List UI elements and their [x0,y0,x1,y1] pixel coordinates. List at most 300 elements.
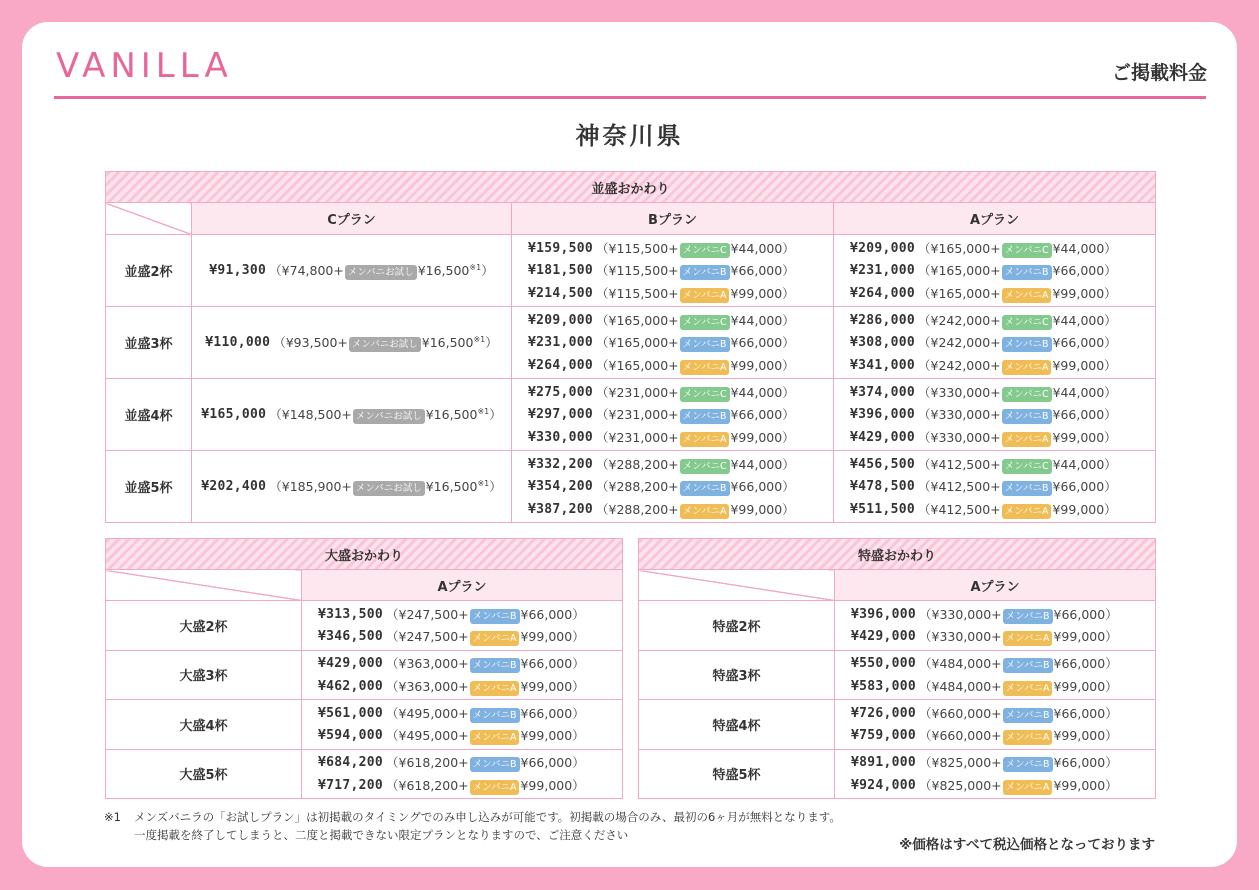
a-plan-cell [835,601,1156,651]
table-row [106,700,623,750]
price-line [318,675,622,698]
plan-badge: メンバニお試し [345,265,417,280]
price-total: ¥684,200 [318,755,384,770]
price-total: ¥209,000 [528,312,594,328]
breakdown-addon: ¥66,000） [1053,656,1118,671]
price-breakdown [918,455,1117,474]
header-divider [54,96,1206,99]
price-breakdown [269,477,501,496]
price-breakdown [918,333,1117,352]
footnote-line-2: 一度掲載を終了してしまうと、二度と掲載できない限定プランとなりますので、ご注意ください [134,828,629,842]
plan-badge: メンバニC [1002,459,1052,474]
price-breakdown [386,704,585,723]
c-plan-cell [192,235,512,307]
plan-badge: メンバニC [680,387,730,402]
price-total: ¥330,000 [528,429,594,445]
b-plan-cell [512,307,834,379]
corner-cell [639,570,835,601]
breakdown-base: （¥363,000+ [386,678,469,694]
price-total: ¥891,000 [851,755,917,770]
price-total: ¥511,500 [850,501,916,517]
breakdown-base: （¥330,000+ [919,629,1002,644]
plan-badge: メンバニC [680,243,730,258]
breakdown-addon: ¥16,500 [425,479,478,494]
breakdown-addon: ¥66,000） [1052,263,1117,278]
breakdown-base: （¥330,000+ [918,407,1001,422]
price-breakdown [386,726,585,745]
row-label: 特盛2杯 [639,601,835,651]
breakdown-base: （¥115,500+ [596,240,679,256]
breakdown-addon: ¥66,000） [520,755,585,770]
price-total: ¥202,400 [201,479,267,494]
price-total: ¥110,000 [205,335,271,350]
price-breakdown [918,383,1117,402]
row-label: 特盛4杯 [639,700,835,750]
plan-badge: メンバニA [680,504,730,519]
price-line [851,675,1155,698]
price-breakdown [596,428,795,447]
row-label: 大盛4杯 [106,700,302,750]
price-line [850,354,1155,377]
plan-badge: メンバニB [1003,708,1053,723]
namimori-section-title: 並盛おかわり [106,172,1156,203]
price-total: ¥181,500 [528,263,594,278]
breakdown-base: （¥330,000+ [919,606,1002,622]
plan-badge: メンバニB [680,265,730,280]
a-plan-cell [834,307,1156,379]
price-breakdown [596,261,795,280]
breakdown-base: （¥412,500+ [918,501,1001,517]
price-breakdown [919,776,1118,795]
plan-badge: メンバニB [680,481,730,496]
plan-badge: メンバニB [470,658,520,673]
breakdown-base: （¥330,000+ [918,384,1001,400]
breakdown-base: （¥288,200+ [596,456,679,472]
breakdown-addon: ¥99,000） [520,777,585,793]
plan-badge: メンバニB [1002,409,1052,424]
price-total: ¥726,000 [851,705,917,721]
price-breakdown [269,261,494,280]
table-row [639,650,1156,700]
footnote [104,808,841,844]
footnote-line-1: メンズバニラの「お試しプラン」は初掲載のタイミングでのみ申し込みが可能です。初掲載の場合のみ、最初の6ヶ月が無料となります。 [134,810,841,824]
breakdown-base: （¥165,000+ [596,335,679,350]
breakdown-addon: ¥66,000） [520,656,585,671]
plan-badge: メンバニB [1002,337,1052,352]
plan-badge: メンバニC [1002,243,1052,258]
breakdown-base: （¥247,500+ [386,606,469,622]
col-header-a-plan: Aプラン [834,203,1156,235]
plan-badge: メンバニA [470,780,520,795]
breakdown-addon: ¥66,000） [730,335,795,350]
breakdown-close: ） [485,335,498,350]
breakdown-addon: ¥99,000） [1053,777,1118,793]
region-title: 神奈川県 [575,122,684,150]
breakdown-base: （¥242,000+ [918,312,1001,328]
price-total: ¥159,500 [528,240,594,256]
plan-badge: メンバニA [680,360,730,375]
price-breakdown [918,261,1117,280]
row-label: 並盛3杯 [106,307,192,379]
breakdown-base: （¥825,000+ [919,755,1002,770]
price-line [850,381,1155,404]
price-total: ¥456,500 [850,456,916,472]
b-plan-cell [512,451,834,523]
breakdown-addon: ¥66,000） [1052,407,1117,422]
c-plan-cell [192,307,512,379]
plan-badge: メンバニB [1002,265,1052,280]
price-total: ¥214,500 [528,285,594,301]
price-line [192,403,511,426]
price-breakdown [918,428,1117,447]
price-total: ¥429,000 [850,429,916,445]
price-total: ¥583,000 [851,678,917,694]
price-total: ¥717,200 [318,777,384,793]
price-breakdown [919,726,1118,745]
plan-badge: メンバニB [680,337,730,352]
breakdown-base: （¥165,000+ [918,240,1001,256]
breakdown-addon: ¥99,000） [730,357,795,373]
footnote-mark: ※1 [104,810,121,824]
a-plan-cell [302,650,623,700]
breakdown-base: （¥484,000+ [919,678,1002,694]
breakdown-addon: ¥16,500 [425,407,478,422]
b-plan-cell [512,235,834,307]
price-line [850,426,1155,449]
price-total: ¥91,300 [209,263,267,278]
breakdown-addon: ¥99,000） [1053,728,1118,743]
price-breakdown [386,776,585,795]
price-line [318,603,622,626]
plan-badge: メンバニC [680,315,730,330]
breakdown-addon: ¥99,000） [520,728,585,743]
price-total: ¥165,000 [201,407,267,422]
breakdown-base: （¥165,000+ [918,285,1001,301]
breakdown-addon: ¥99,000） [1052,429,1117,445]
price-breakdown [596,333,795,352]
breakdown-base: （¥288,200+ [596,501,679,517]
price-line [528,282,833,305]
corner-cell [106,570,302,601]
breakdown-addon: ¥99,000） [730,501,795,517]
price-line [192,475,511,498]
plan-badge: メンバニB [680,409,730,424]
breakdown-base: （¥825,000+ [919,777,1002,793]
breakdown-base: （¥115,500+ [596,263,679,278]
price-total: ¥308,000 [850,335,916,350]
plan-badge: メンバニA [1003,681,1053,696]
breakdown-base: （¥484,000+ [919,656,1002,671]
price-total: ¥264,000 [850,285,916,301]
price-total: ¥275,000 [528,384,594,400]
breakdown-addon: ¥44,000） [730,384,795,400]
table-row [639,601,1156,651]
table-row [639,749,1156,799]
plan-badge: メンバニC [680,459,730,474]
breakdown-base: （¥495,000+ [386,705,469,721]
row-label: 特盛5杯 [639,749,835,799]
price-breakdown [919,704,1118,723]
breakdown-addon: ¥99,000） [730,429,795,445]
price-line [851,724,1155,747]
price-line [851,652,1155,675]
plan-badge: メンバニA [1002,288,1052,303]
a-plan-cell [302,601,623,651]
price-total: ¥231,000 [850,263,916,278]
breakdown-base: （¥115,500+ [596,285,679,301]
breakdown-addon: ¥66,000） [730,407,795,422]
price-breakdown [596,356,795,375]
a-plan-cell [835,700,1156,750]
price-total: ¥332,200 [528,456,594,472]
breakdown-addon: ¥99,000） [730,285,795,301]
breakdown-base: （¥74,800+ [269,263,344,278]
breakdown-base: （¥412,500+ [918,456,1001,472]
price-total: ¥297,000 [528,407,594,422]
price-breakdown [919,677,1118,696]
a-plan-cell [302,700,623,750]
price-breakdown [919,654,1118,673]
row-label: 大盛3杯 [106,650,302,700]
col-header-b-plan: Bプラン [512,203,834,235]
breakdown-base: （¥185,900+ [269,479,352,494]
breakdown-addon: ¥99,000） [1053,678,1118,694]
price-total: ¥374,000 [850,384,916,400]
price-line [528,259,833,282]
price-line [528,426,833,449]
price-breakdown [918,311,1117,330]
breakdown-base: （¥330,000+ [918,429,1001,445]
price-breakdown [386,654,585,673]
tokumori-price-table [638,538,1156,799]
price-line [850,309,1155,332]
price-line [850,259,1155,282]
price-total: ¥346,500 [318,629,384,644]
plan-badge: メンバニお試し [353,409,425,424]
breakdown-addon: ¥99,000） [1052,357,1117,373]
breakdown-base: （¥231,000+ [596,407,679,422]
breakdown-addon: ¥44,000） [1052,384,1117,400]
plan-badge: メンバニA [1002,360,1052,375]
price-breakdown [918,284,1117,303]
price-breakdown [596,311,795,330]
price-line [528,309,833,332]
breakdown-addon: ¥99,000） [520,678,585,694]
breakdown-base: （¥165,000+ [918,263,1001,278]
plan-badge: メンバニA [680,288,730,303]
price-total: ¥313,500 [318,606,384,622]
plan-badge: メンバニB [470,757,520,772]
a-plan-cell [834,235,1156,307]
price-total: ¥429,000 [318,656,384,671]
price-breakdown [596,239,795,258]
table-row [106,235,1156,307]
row-label: 並盛5杯 [106,451,192,523]
breakdown-base: （¥148,500+ [269,407,352,422]
footnote-ref: ※1 [477,406,490,416]
price-line [318,751,622,774]
plan-badge: メンバニA [1002,504,1052,519]
plan-badge: メンバニB [1003,609,1053,624]
price-breakdown [596,405,795,424]
plan-badge: メンバニA [470,730,520,745]
breakdown-base: （¥242,000+ [918,335,1001,350]
plan-badge: メンバニB [470,609,520,624]
price-line [850,498,1155,521]
breakdown-addon: ¥66,000） [1053,606,1118,622]
price-total: ¥561,000 [318,705,384,721]
price-breakdown [386,627,585,646]
price-breakdown [596,383,795,402]
table-row [106,379,1156,451]
table-row [106,601,623,651]
breakdown-addon: ¥44,000） [730,312,795,328]
a-plan-cell [835,749,1156,799]
table-row [639,700,1156,750]
row-label: 並盛4杯 [106,379,192,451]
plan-badge: メンバニC [1002,315,1052,330]
breakdown-close: ） [489,407,502,422]
breakdown-base: （¥660,000+ [919,728,1002,743]
breakdown-base: （¥363,000+ [386,656,469,671]
breakdown-addon: ¥66,000） [1053,705,1118,721]
price-breakdown [273,333,498,352]
breakdown-base: （¥495,000+ [386,728,469,743]
price-line [528,403,833,426]
price-line [528,354,833,377]
table-row [106,650,623,700]
price-total: ¥354,200 [528,479,594,494]
breakdown-addon: ¥66,000） [1052,335,1117,350]
price-breakdown [919,627,1118,646]
corner-cell [106,203,192,235]
price-line [318,702,622,725]
row-label: 大盛5杯 [106,749,302,799]
price-line [851,702,1155,725]
breakdown-addon: ¥66,000） [730,479,795,494]
plan-badge: メンバニA [1003,780,1053,795]
a-plan-cell [835,650,1156,700]
tax-note: ※価格はすべて税込価格となっております [899,837,1155,853]
breakdown-base: （¥242,000+ [918,357,1001,373]
breakdown-addon: ¥99,000） [1052,285,1117,301]
plan-badge: メンバニお試し [349,337,421,352]
breakdown-base: （¥288,200+ [596,479,679,494]
price-breakdown [919,605,1118,624]
table-row [106,749,623,799]
row-label: 並盛2杯 [106,235,192,307]
price-line [192,331,511,354]
plan-badge: メンバニA [470,681,520,696]
table-row [106,307,1156,379]
breakdown-base: （¥93,500+ [273,335,348,350]
price-breakdown [919,753,1118,772]
price-total: ¥387,200 [528,501,594,517]
price-line [851,751,1155,774]
price-total: ¥341,000 [850,357,916,373]
price-breakdown [386,753,585,772]
price-total: ¥396,000 [850,407,916,422]
price-line [851,625,1155,648]
price-line [851,774,1155,797]
vanilla-logo: VANILLA [56,46,233,86]
price-line [850,331,1155,354]
breakdown-base: （¥231,000+ [596,429,679,445]
price-breakdown [386,605,585,624]
breakdown-addon: ¥66,000） [730,263,795,278]
price-total: ¥429,000 [851,629,917,644]
footnote-ref: ※1 [477,478,490,488]
price-breakdown [918,405,1117,424]
price-breakdown [596,500,795,519]
breakdown-addon: ¥44,000） [730,240,795,256]
price-total: ¥550,000 [851,656,917,671]
footnote-ref: ※1 [473,334,486,344]
price-total: ¥924,000 [851,777,917,793]
col-header-c-plan: Cプラン [192,203,512,235]
price-line [528,237,833,260]
price-line [528,381,833,404]
plan-badge: メンバニB [470,708,520,723]
price-line [528,453,833,476]
breakdown-base: （¥660,000+ [919,705,1002,721]
price-total: ¥286,000 [850,312,916,328]
footnote-ref: ※1 [469,262,482,272]
price-line [850,237,1155,260]
omori-section-title: 大盛おかわり [106,539,623,570]
breakdown-base: （¥165,000+ [596,312,679,328]
breakdown-addon: ¥16,500 [421,335,474,350]
price-total: ¥462,000 [318,678,384,694]
price-breakdown [596,477,795,496]
a-plan-cell [834,451,1156,523]
c-plan-cell [192,379,512,451]
price-total: ¥759,000 [851,728,917,743]
row-label: 大盛2杯 [106,601,302,651]
omori-price-table [105,538,623,799]
plan-badge: メンバニお試し [353,481,425,496]
price-line [851,603,1155,626]
breakdown-base: （¥165,000+ [596,357,679,373]
b-plan-cell [512,379,834,451]
c-plan-cell [192,451,512,523]
price-breakdown [386,677,585,696]
price-total: ¥264,000 [528,357,594,373]
breakdown-base: （¥247,500+ [386,629,469,644]
price-total: ¥478,500 [850,479,916,494]
breakdown-addon: ¥66,000） [520,705,585,721]
price-line [850,403,1155,426]
plan-badge: メンバニA [1003,631,1053,646]
price-line [318,724,622,747]
col-header-a-plan: Aプラン [835,570,1156,601]
plan-badge: メンバニA [470,631,520,646]
breakdown-addon: ¥66,000） [520,606,585,622]
price-total: ¥231,000 [528,335,594,350]
breakdown-close: ） [481,263,494,278]
price-breakdown [918,477,1117,496]
breakdown-base: （¥618,200+ [386,755,469,770]
price-line [192,259,511,282]
plan-badge: メンバニB [1003,757,1053,772]
row-label: 特盛3杯 [639,650,835,700]
a-plan-cell [834,379,1156,451]
breakdown-addon: ¥44,000） [730,456,795,472]
plan-badge: メンバニA [1002,432,1052,447]
price-breakdown [596,455,795,474]
price-line [850,475,1155,498]
price-total: ¥209,000 [850,240,916,256]
